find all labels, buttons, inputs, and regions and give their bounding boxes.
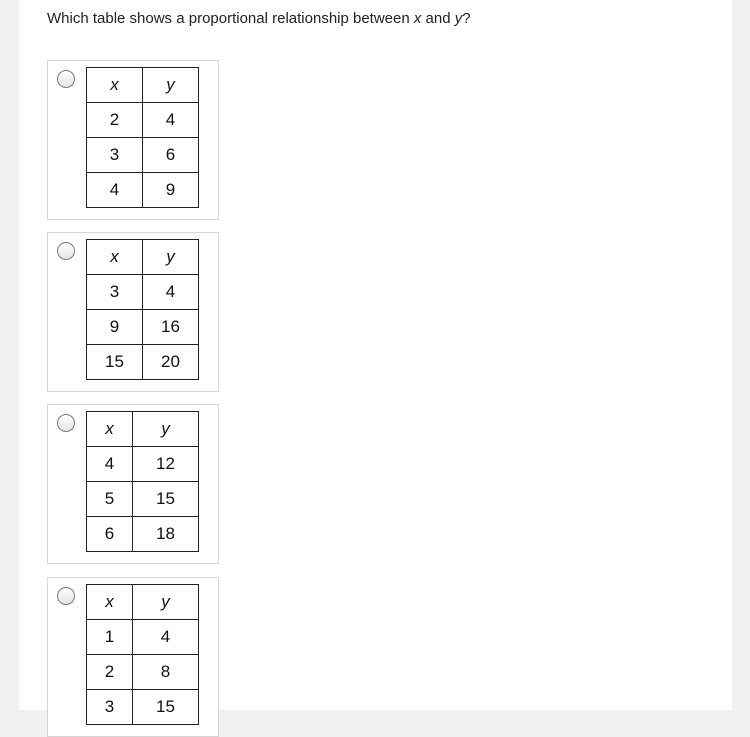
question-prefix: Which table shows a proportional relationship between <box>47 10 414 27</box>
xy-table <box>86 67 199 208</box>
cell-x: 3 <box>87 275 143 310</box>
radio-button[interactable] <box>57 587 75 605</box>
table-row <box>87 275 199 310</box>
table-row <box>87 655 199 690</box>
header-y: y <box>143 240 199 275</box>
cell-x: 6 <box>87 517 133 552</box>
table-row <box>87 103 199 138</box>
table-row <box>87 447 199 482</box>
table-row <box>87 690 199 725</box>
cell-y: 6 <box>143 138 199 173</box>
cell-y: 12 <box>133 447 199 482</box>
xy-table <box>86 411 199 552</box>
cell-x: 3 <box>87 138 143 173</box>
cell-x: 5 <box>87 482 133 517</box>
cell-y: 15 <box>133 482 199 517</box>
cell-y: 18 <box>133 517 199 552</box>
header-y: y <box>133 412 199 447</box>
cell-x: 1 <box>87 620 133 655</box>
answer-option-3[interactable] <box>47 404 219 564</box>
cell-y: 4 <box>143 103 199 138</box>
question-suffix: ? <box>462 10 471 27</box>
answer-option-4[interactable] <box>47 577 219 737</box>
cell-y: 16 <box>143 310 199 345</box>
question-var-x: x <box>413 10 422 27</box>
cell-y: 20 <box>143 345 199 380</box>
xy-table <box>86 584 199 725</box>
cell-x: 4 <box>87 173 143 208</box>
table-row <box>87 482 199 517</box>
cell-x: 4 <box>87 447 133 482</box>
radio-button[interactable] <box>57 242 75 260</box>
question-page <box>19 0 732 716</box>
header-x: x <box>87 412 133 447</box>
question-var-y: y <box>454 10 463 27</box>
table-row <box>87 173 199 208</box>
table-row <box>87 345 199 380</box>
cell-x: 2 <box>87 103 143 138</box>
cell-x: 9 <box>87 310 143 345</box>
cell-y: 8 <box>133 655 199 690</box>
table-row <box>87 517 199 552</box>
cell-x: 15 <box>87 345 143 380</box>
table-row <box>87 620 199 655</box>
table-header-row <box>87 585 199 620</box>
radio-button[interactable] <box>57 70 75 88</box>
header-x: x <box>87 240 143 275</box>
question-text <box>47 10 471 27</box>
header-y: y <box>133 585 199 620</box>
cell-y: 4 <box>143 275 199 310</box>
header-x: x <box>87 68 143 103</box>
cell-y: 15 <box>133 690 199 725</box>
radio-button[interactable] <box>57 414 75 432</box>
xy-table <box>86 239 199 380</box>
table-header-row <box>87 412 199 447</box>
answer-option-1[interactable] <box>47 60 219 220</box>
cell-y: 9 <box>143 173 199 208</box>
cell-x: 2 <box>87 655 133 690</box>
cell-x: 3 <box>87 690 133 725</box>
header-y: y <box>143 68 199 103</box>
table-header-row <box>87 68 199 103</box>
cell-y: 4 <box>133 620 199 655</box>
answer-option-2[interactable] <box>47 232 219 392</box>
question-middle: and <box>421 10 455 27</box>
table-row <box>87 310 199 345</box>
header-x: x <box>87 585 133 620</box>
table-row <box>87 138 199 173</box>
table-header-row <box>87 240 199 275</box>
